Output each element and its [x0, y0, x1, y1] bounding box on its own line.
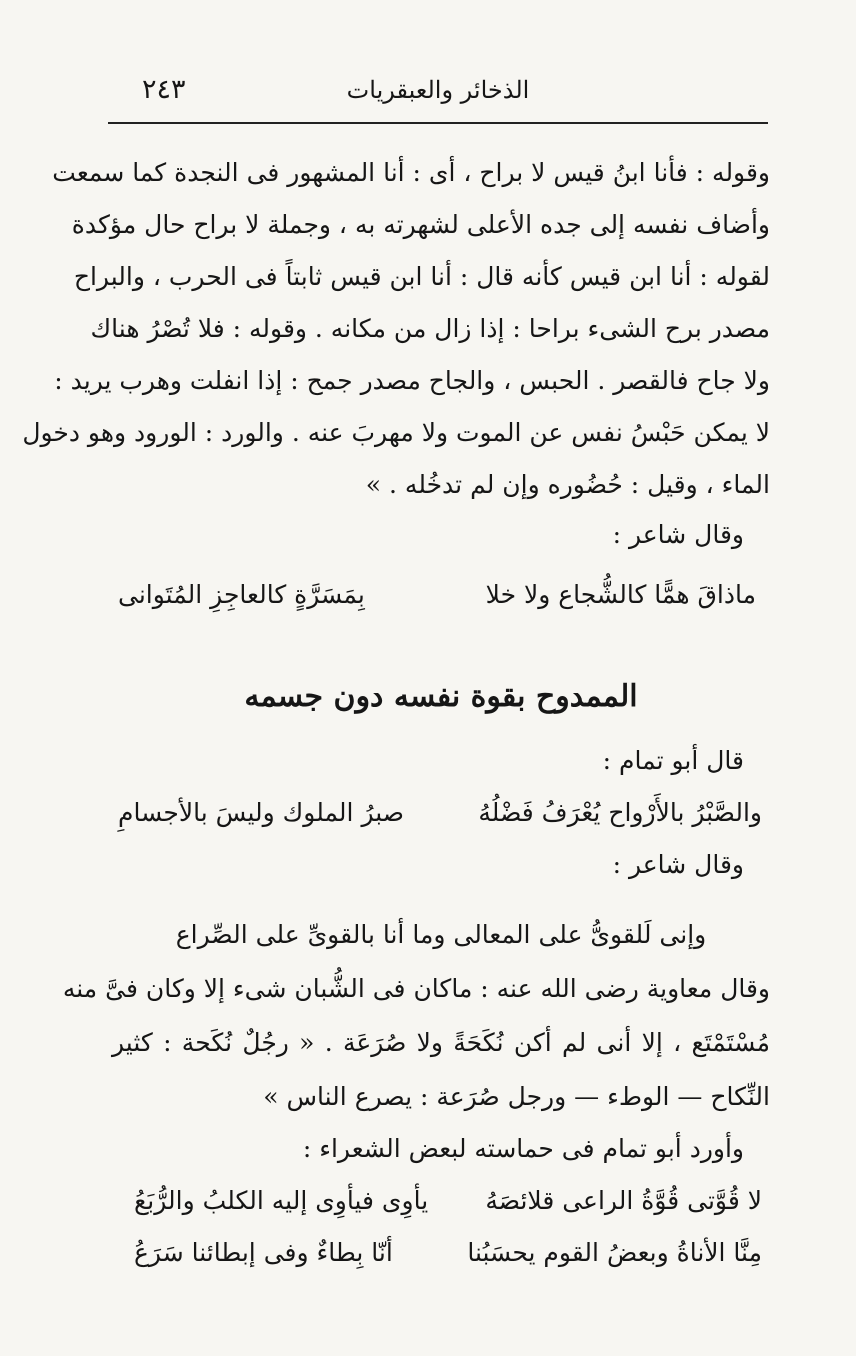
verse-intro: وقال شاعر : — [612, 850, 744, 879]
text-line: النِّكاح — الوطء — ورجل صُرَعة : يصرع الناس » — [263, 1082, 770, 1111]
verse-second-hemistich: يأوِى فيأوِى إليه الكلبُ والرُّبَعُ — [134, 1186, 429, 1215]
verse-second-hemistich: بِمَسَرَّةٍ كالعاجِزِ المُتَوانى — [118, 580, 365, 609]
verse-intro: وأورد أبو تمام فى حماسته لبعض الشعراء : — [302, 1134, 744, 1163]
verse-intro: وقال شاعر : — [612, 520, 744, 549]
verse-second-hemistich: أنّا بِطاءٌ وفى إبطائنا سَرَعُ — [134, 1238, 393, 1267]
verse-first-hemistich: والصَّبْرُ بالأَرْواح يُعْرَفُ فَضْلُهُ — [478, 798, 762, 827]
verse-first-hemistich: مِنَّا الأناةُ وبعضُ القوم يحسَبُنا — [467, 1238, 762, 1267]
text-line: وأضاف نفسه إلى جده الأعلى لشهرته به ، وجملة لا براح حال مؤكدة — [71, 210, 770, 239]
text-line: مصدر برح الشىء براحا : إذا زال من مكانه . وقوله : فلا تُصْرُ هناك — [90, 314, 770, 343]
verse-first-hemistich: ماذاقَ همًّا كالشُّجاع ولا خلا — [485, 580, 756, 609]
verse-line — [112, 1228, 770, 1278]
running-header — [108, 68, 768, 118]
text-line: وقال معاوية رضى الله عنه : ماكان فى الشُّبان شىء إلا وكان فىَّ منه — [62, 974, 770, 1003]
verse-first-hemistich: لا قُوَّتى قُوَّةُ الراعى قلائصَهُ — [485, 1186, 762, 1215]
verse-line — [112, 788, 770, 838]
text-line: وقوله : فأنا ابنُ قيس لا براح ، أى : أنا المشهور فى النجدة كما سمعت — [52, 158, 770, 187]
section-heading: الممدوح بقوة نفسه دون جسمه — [244, 679, 638, 714]
verse-line — [112, 570, 770, 620]
text-line: الماء ، وقيل : حُضُوره وإن لم تدخُله . » — [365, 470, 770, 499]
running-title: الذخائر والعبقريات — [346, 76, 530, 104]
text-line: لا يمكن حَبْسُ نفس عن الموت ولا مهربَ عنه . والورد : الورود وهو دخول — [22, 418, 770, 447]
verse-line: وإنى لَلقوىُّ على المعالى وما أنا بالقوىِّ على الصِّراع — [175, 920, 707, 949]
text-line: لقوله : أنا ابن قيس كأنه قال : أنا ابن قيس ثابتاً فى الحرب ، والبراح — [73, 262, 770, 291]
verse-intro: قال أبو تمام : — [602, 746, 744, 775]
text-line: ولا جاح فالقصر . الحبس ، والجاح مصدر جمح : إذا انفلت وهرب يريد : — [54, 366, 770, 395]
verse-line — [112, 1176, 770, 1226]
page-number: ٢٤٣ — [142, 74, 186, 105]
text-line: مُسْتَمْتَع ، إلا أنى لم أكن نُكَحَةً ولا صُرَعَة . « رجُلٌ نُكَحة : كثير — [112, 1028, 770, 1057]
verse-second-hemistich: صبرُ الملوك وليسَ بالأجسامِ — [118, 798, 405, 827]
header-rule — [108, 122, 768, 124]
